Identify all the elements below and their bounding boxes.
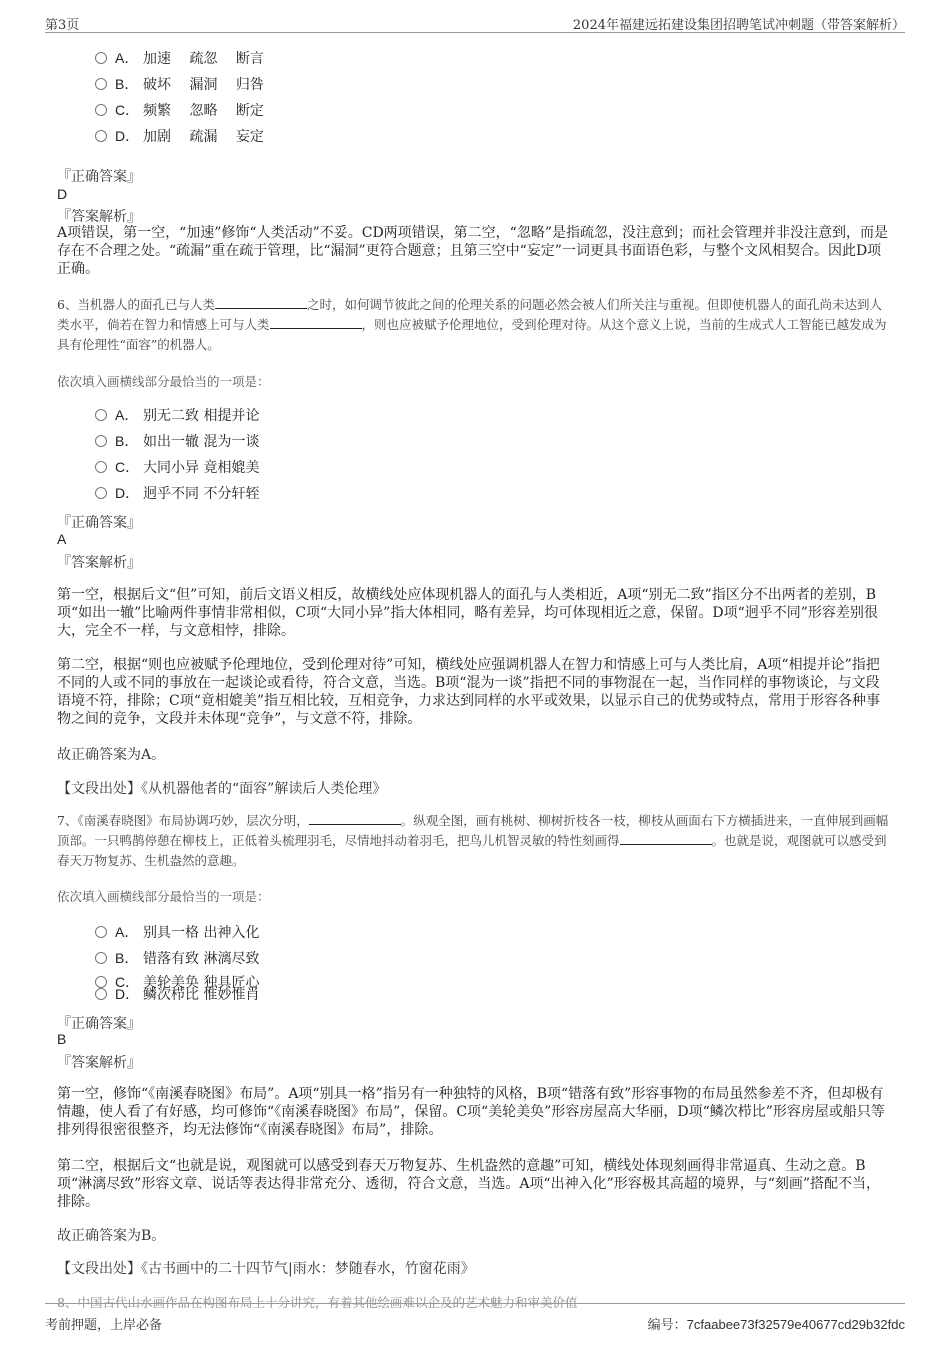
q6-answer-label: 『正确答案』	[57, 515, 141, 531]
q7-blank-2	[620, 832, 712, 845]
q7-option-a[interactable]: A． 别具一格 出神入化	[95, 922, 259, 942]
q6-option-d[interactable]: D． 迥乎不同 不分轩轾	[95, 483, 259, 503]
q6-source: 【文段出处】《从机器他者的“面容”解读后人类伦理》	[57, 781, 387, 797]
q7-question: 7、《南溪春晓图》布局协调巧妙，层次分明， 。纵观全图，画有桃树、柳树折枝各一枝，柳枝从画面右下方横插进来，一直伸展到画幅顶部。一只鸭鹊停憩在柳枝上，正低着头梳理羽毛，尽情地抖动着羽毛，把鸟儿机智灵敏的特性刻画得 。也就是说，观图就可以感受到春天万物复苏、生机盎然的意趣。	[57, 813, 889, 868]
q6-blank-1	[215, 296, 307, 309]
q7-option-b[interactable]: B． 错落有致 淋漓尽致	[95, 948, 259, 968]
radio-icon[interactable]	[95, 952, 107, 964]
radio-icon[interactable]	[95, 435, 107, 447]
cut-off-question: 8、中国古代山水画作品在构图布局上十分讲究，有着其他绘画难以企及的艺术魅力和审美价值	[57, 1295, 578, 1310]
q7-analysis-label: 『答案解析』	[57, 1055, 141, 1071]
q7-answer-label: 『正确答案』	[57, 1016, 141, 1032]
q5-option-c[interactable]: C． 频繁 忽略 断定	[95, 100, 264, 120]
q5-option-d[interactable]: D． 加剧 疏漏 妄定	[95, 126, 264, 146]
q6-option-b[interactable]: B． 如出一辙 混为一谈	[95, 431, 259, 451]
q7-conclusion: 故正确答案为B。	[57, 1228, 166, 1244]
q7-analysis-p1: 第一空，修饰“《南溪春晓图》布局”。A项“别具一格”指另有一种独特的风格，B项“错落有致”形容事物的布局虽然参差不齐，但却极有情趣，使人看了有好感，均可修饰“《南溪春晓图》布局”，保留。C项“美轮美奂”形容房屋高大华丽，D项“鳞次栉比”形容房屋或船只等排列得很密很整齐，均无法修饰“《南溪春晓图》布局”，排除。	[57, 1086, 885, 1138]
q6-prompt: 依次填入画横线部分最恰当的一项是：	[57, 374, 270, 389]
q6-analysis-p1: 第一空，根据后文“但”可知，前后文语义相反，故横线处应体现机器人的面孔与人类相近，A项“别无二致”指区分不出两者的差别，B项“如出一辙”比喻两件事情非常相似，C项“大同小异”指大体相同，略有差异，均可体现相近之意，保留。D项“迥乎不同”形容差别很大，完全不一样，与文意相悖，排除。	[57, 587, 878, 639]
radio-icon[interactable]	[95, 52, 107, 64]
q7-source: 【文段出处】《古书画中的二十四节气|雨水：梦随春水，竹窗花雨》	[57, 1261, 475, 1277]
radio-icon[interactable]	[95, 104, 107, 116]
q6-blank-2	[270, 316, 362, 329]
radio-icon[interactable]	[95, 988, 107, 1000]
q7-option-c[interactable]: C． 美轮美奂 独具匠心	[95, 972, 259, 992]
footer-code: 编号：7cfaabee73f32579e40677cd29b32fdc	[647, 1317, 905, 1333]
q7-analysis-p2: 第二空，根据后文“也就是说，观图就可以感受到春天万物复苏、生机盎然的意趣”可知，横线处体现刻画得非常逼真、生动之意。B项“淋漓尽致”形容文章、说话等表达得非常充分、透彻，符合文意，当选。A项“出神入化”形容极其高超的境界，与“刻画”搭配不当，排除。	[57, 1158, 881, 1210]
q7-answer: B	[57, 1031, 67, 1047]
page-footer	[45, 1303, 905, 1332]
q5-analysis: A项错误，第一空，“加速”修饰“人类活动”不妥。CD两项错误，第二空，“忽略”是指疏忽，没注意到；而社会管理并非没注意到，而是存在不合理之处。“疏漏”重在疏于管理，比“漏洞”更符合题意；且第三空中“妄定”一词更具书面语色彩，与整个文风相契合。因此D项正确。	[57, 225, 888, 277]
q5-answer: D	[57, 186, 68, 202]
radio-icon[interactable]	[95, 926, 107, 938]
q6-analysis-label: 『答案解析』	[57, 555, 141, 571]
page-header	[45, 12, 905, 33]
q7-option-d[interactable]: D． 鳞次栉比 惟妙惟肖	[95, 984, 259, 1004]
radio-icon[interactable]	[95, 78, 107, 90]
q5-analysis-label: 『答案解析』	[57, 209, 141, 225]
q5-answer-label: 『正确答案』	[57, 169, 141, 185]
page-number: 第3页	[45, 18, 80, 33]
q5-option-b[interactable]: B． 破坏 漏洞 归咎	[95, 74, 264, 94]
radio-icon[interactable]	[95, 461, 107, 473]
radio-icon[interactable]	[95, 409, 107, 421]
q6-option-a[interactable]: A． 别无二致 相提并论	[95, 405, 259, 425]
q6-answer: A	[57, 531, 67, 547]
radio-icon[interactable]	[95, 487, 107, 499]
q5-option-a[interactable]: A． 加速 疏忽 断言	[95, 48, 264, 68]
document-title: 2024年福建远拓建设集团招聘笔试冲刺题（带答案解析）	[572, 18, 905, 33]
radio-icon[interactable]	[95, 130, 107, 142]
q6-question: 6、当机器人的面孔已与人类 之时，如何调节彼此之间的伦理关系的问题必然会被人们所关注与重视。但即使机器人的面孔尚未达到人类水平，倘若在智力和情感上可与人类 ，则也应被赋予伦理地位，受到伦理对待。从这个意义上说，当前的生成式人工智能已越发成为具有伦理性“面容”的机器人。	[57, 297, 887, 352]
q6-analysis-p2: 第二空，根据“则也应被赋予伦理地位，受到伦理对待”可知，横线处应强调机器人在智力和情感上可与人类比肩，A项“相提并论”指把不同的人或不同的事放在一起谈论或看待，符合文意，当选。B项“混为一谈”指把不同的事物混在一起，当作同样的事物谈论，与文段语境不符，排除；C项“竟相媲美”指互相比较，互相竞争，力求达到同样的水平或效果，以显示自己的优势或特点，常用于形容各种事物之间的竞争，文段并未体现“竞争”，与文意不符，排除。	[57, 657, 881, 727]
q6-conclusion: 故正确答案为A。	[57, 747, 166, 763]
q6-option-c[interactable]: C． 大同小异 竟相媲美	[95, 457, 259, 477]
q7-blank-1	[309, 812, 401, 825]
footer-slogan: 考前押题，上岸必备	[45, 1318, 163, 1333]
q7-prompt: 依次填入画横线部分最恰当的一项是：	[57, 889, 270, 904]
